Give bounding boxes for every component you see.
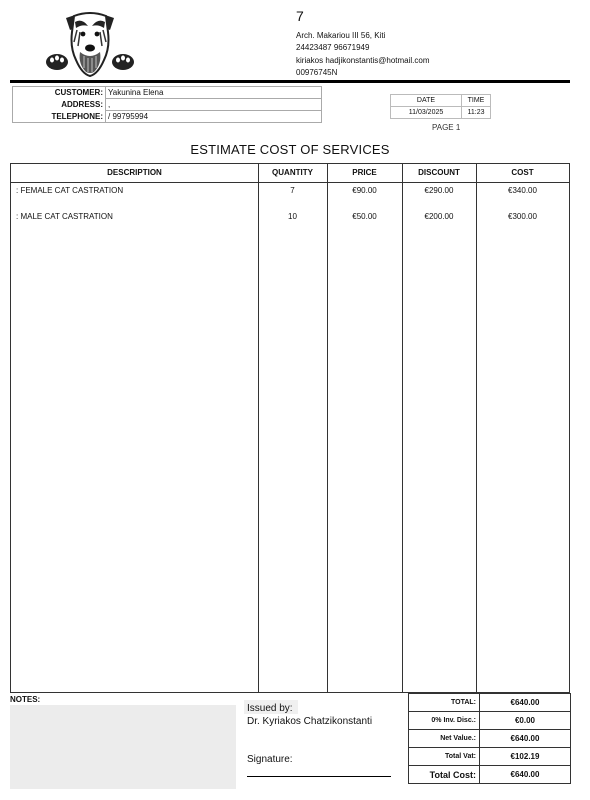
header-row-divider	[11, 182, 569, 183]
col-header-discount: DISCOUNT	[418, 168, 460, 177]
column-divider	[258, 164, 259, 692]
row-discount: €200.00	[424, 212, 454, 221]
address-label: ADDRESS:	[13, 99, 106, 111]
clinic-reg-number: 00976745N	[296, 68, 338, 77]
net-value: €640.00	[480, 730, 571, 748]
totals-box	[408, 693, 571, 784]
row-discount: €290.00	[424, 186, 454, 195]
notes-box	[10, 705, 236, 789]
date-label: DATE	[391, 95, 462, 107]
row-price: €50.00	[352, 212, 377, 221]
clinic-phones: 24423487 96671949	[296, 43, 370, 52]
column-divider	[327, 164, 328, 692]
customer-label: CUSTOMER:	[13, 87, 106, 99]
column-divider	[402, 164, 403, 692]
clinic-address: Arch. Makariou III 56, Kiti	[296, 31, 386, 40]
total-cost-value: €640.00	[480, 766, 571, 784]
address-value: ,	[106, 99, 322, 111]
row-quantity: 7	[290, 186, 295, 195]
telephone-label: TELEPHONE:	[13, 111, 106, 123]
total-value: €640.00	[480, 694, 571, 712]
invoice-discount-value: €0.00	[480, 712, 571, 730]
row-description: : FEMALE CAT CASTRATION	[16, 186, 124, 195]
issued-by-label: Issued by:	[247, 703, 293, 714]
signature-line	[247, 776, 391, 777]
page-number: PAGE 1	[432, 123, 461, 132]
dog-logo-icon	[44, 12, 136, 78]
clinic-email: kiriakos hadjikonstantis@hotmail.com	[296, 56, 430, 65]
column-divider	[476, 164, 477, 692]
row-quantity: 10	[288, 212, 297, 221]
row-description: : MALE CAT CASTRATION	[16, 212, 113, 221]
row-cost: €300.00	[508, 212, 537, 221]
signature-label: Signature:	[247, 754, 293, 765]
row-price: €90.00	[352, 186, 377, 195]
header-divider	[10, 80, 570, 83]
col-header-quantity: QUANTITY	[272, 168, 313, 177]
col-header-description: DESCRIPTION	[107, 168, 162, 177]
time-value: 11:23	[462, 107, 491, 119]
date-value: 11/03/2025	[391, 107, 462, 119]
services-table	[10, 163, 570, 693]
document-title: ESTIMATE COST OF SERVICES	[190, 142, 390, 157]
notes-label: NOTES:	[10, 695, 41, 704]
net-value-label: Net Value.:	[409, 730, 480, 748]
issuer-name: Dr. Kyriakos Chatzikonstanti	[247, 716, 373, 727]
row-cost: €340.00	[508, 186, 537, 195]
header-number: 7	[296, 8, 304, 24]
customer-value: Yakunina Elena	[106, 87, 322, 99]
total-vat-value: €102.19	[480, 748, 571, 766]
customer-info	[12, 86, 322, 123]
date-time-box	[390, 94, 491, 119]
invoice-discount-label: 0% Inv. Disc.:	[409, 712, 480, 730]
telephone-value: / 99795994	[106, 111, 322, 123]
time-label: TIME	[462, 95, 491, 107]
total-cost-label: Total Cost:	[409, 766, 480, 784]
total-label: TOTAL:	[409, 694, 480, 712]
col-header-price: PRICE	[352, 168, 377, 177]
total-vat-label: Total Vat:	[409, 748, 480, 766]
col-header-cost: COST	[511, 168, 534, 177]
